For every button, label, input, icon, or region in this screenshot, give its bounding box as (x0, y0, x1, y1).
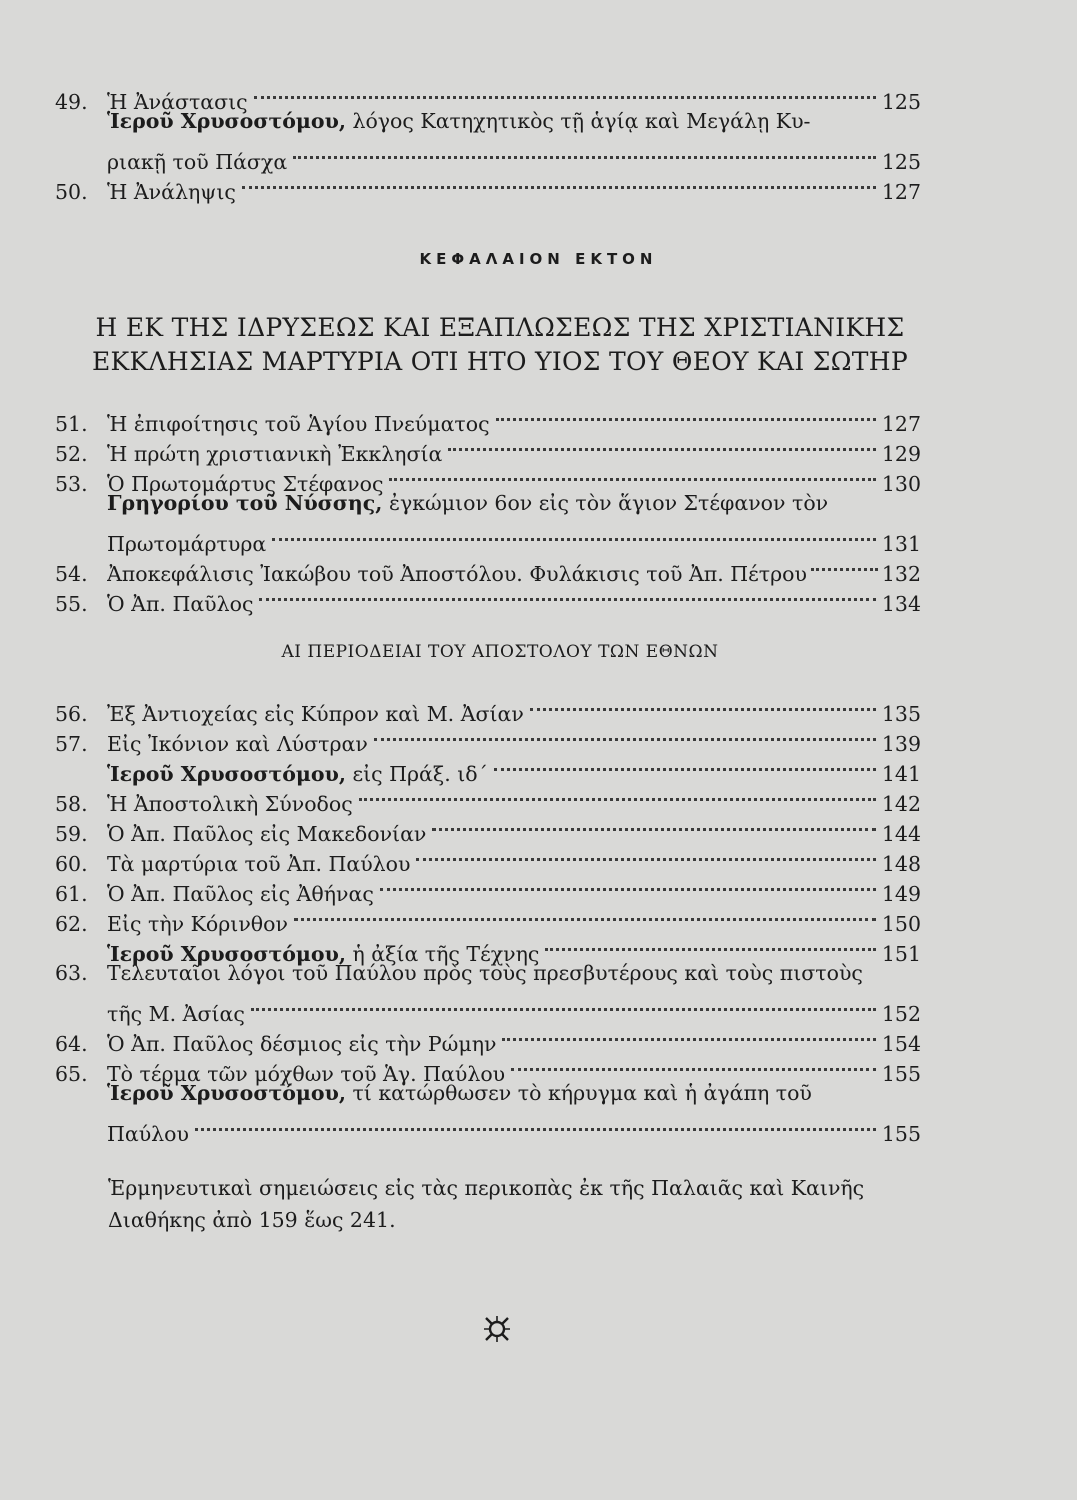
entry-number: 64. (55, 1032, 88, 1056)
leader-dots (242, 156, 876, 189)
entry-title: Ἡ πρώτη χριστιανικὴ Ἐκκλησία (107, 442, 443, 466)
footnote-line: Ἑρμηνευτικαὶ σημειώσεις εἰς τὰς περικοπὰς ἐκ τῆς Παλαιᾶς καὶ Καινῆς (108, 1176, 865, 1200)
leader-dots (811, 538, 878, 571)
entry-title: λόγος Κατηχητικὸς τῇ ἁγίᾳ καὶ Μεγάλῃ Κυ- (345, 109, 811, 133)
entry-page: 125 (881, 90, 921, 114)
leader-dots (380, 858, 876, 891)
footnote-line: Διαθήκης ἀπὸ 159 ἕως 241. (108, 1208, 396, 1232)
entry-page: 125 (881, 150, 921, 174)
entry-page: 134 (881, 592, 921, 616)
entry-number: 60. (55, 852, 88, 876)
entry-number: 59. (55, 822, 88, 846)
entry-title: Ἡ ἐπιφοίτησις τοῦ Ἁγίου Πνεύματος (107, 412, 490, 436)
entry-title: Ὁ Ἀπ. Παῦλος εἰς Μακεδονίαν (107, 822, 427, 846)
entry-title: Ὁ Ἀπ. Παῦλος δέσμιος εἰς τὴν Ρώμην (107, 1032, 497, 1056)
entry-title: ἐγκώμιον 6ον εἰς τὸν ἅγιον Στέφανον τὸν (382, 491, 829, 515)
entry-title: Ὁ Ἀπ. Παῦλος εἰς Ἀθήνας (107, 882, 374, 906)
ornament-icon (482, 1314, 512, 1344)
toc-entry-cont (55, 1108, 921, 1146)
entry-title: τί κατώρθωσεν τὸ κήρυγμα καὶ ἡ ἀγάπη τοῦ (345, 1081, 812, 1105)
entry-author: Ἱεροῦ Χρυσοστόμου, (107, 762, 346, 786)
entry-page: 155 (881, 1122, 921, 1146)
leader-dots (294, 888, 876, 921)
entry-author: Ἱεροῦ Χρυσοστόμου, (107, 942, 346, 966)
entry-number: 65. (55, 1062, 88, 1086)
entry-page: 149 (881, 882, 921, 906)
toc-entry (55, 76, 921, 114)
leader-dots (545, 918, 875, 951)
entry-title: Ἡ Ἀνάληψις (107, 180, 236, 204)
leader-dots (272, 508, 876, 541)
entry-title: Ὁ Ἀπ. Παῦλος (107, 592, 254, 616)
leader-dots (511, 1038, 876, 1071)
entry-page: 155 (881, 1062, 921, 1086)
entry-number: 57. (55, 732, 88, 756)
entry-page: 130 (881, 472, 921, 496)
entry-page: 144 (881, 822, 921, 846)
entry-title-cont: Πρωτομάρτυρα (107, 532, 267, 556)
entry-number: 52. (55, 442, 88, 466)
chapter-title-line: ΕΚΚΛΗΣΙΑΣ ΜΑΡΤΥΡΙΑ ΟΤΙ ΗΤΟ ΥΙΟΣ ΤΟΥ ΘΕΟΥ ΚΑΙ ΣΩΤΗΡ (91, 347, 908, 376)
chapter-label: ΚΕΦΑΛΑΙΟΝ ΕΚΤΟΝ (419, 250, 658, 268)
leader-dots (494, 738, 876, 771)
entry-number: 55. (55, 592, 88, 616)
leader-dots (432, 798, 875, 831)
leader-dots (254, 66, 876, 99)
entry-number: 58. (55, 792, 88, 816)
leader-dots (195, 1098, 876, 1131)
leader-dots (448, 418, 876, 451)
entry-page: 152 (881, 1002, 921, 1026)
entry-author: Ἱεροῦ Χρυσοστόμου, (107, 109, 346, 133)
entry-number: 54. (55, 562, 88, 586)
entry-page: 139 (881, 732, 921, 756)
entry-page: 141 (881, 762, 921, 786)
entry-number: 51. (55, 412, 88, 436)
entry-title: ἡ ἀξία τῆς Τέχνης (345, 942, 540, 966)
entry-title: Ἡ Ἀποστολικὴ Σύνοδος (107, 792, 353, 816)
leader-dots (416, 828, 875, 861)
entry-number: 50. (55, 180, 88, 204)
chapter-title (60, 311, 940, 379)
entry-title: Ὁ Πρωτομάρτυς Στέφανος (107, 472, 384, 496)
entry-title: Τὰ μαρτύρια τοῦ Ἀπ. Παύλου (107, 852, 411, 876)
entry-title: Τὸ τέρμα τῶν μόχθων τοῦ Ἁγ. Παύλου (107, 1062, 506, 1086)
entry-number: 56. (55, 702, 88, 726)
entry-page: 129 (881, 442, 921, 466)
entry-page: 127 (881, 412, 921, 436)
entry-title-cont: Παύλου (107, 1122, 189, 1146)
entry-author: Ἱεροῦ Χρυσοστόμου, (107, 1081, 346, 1105)
entry-number: 62. (55, 912, 88, 936)
entry-title: Τελευταῖοι λόγοι τοῦ Παύλου πρὸς τοὺς πρεσβυτέρους καὶ τοὺς πιστοὺς (107, 961, 863, 985)
entry-title-cont: τῆς Μ. Ἀσίας (107, 1002, 245, 1026)
entry-number: 61. (55, 882, 88, 906)
leader-dots (359, 768, 876, 801)
entry-page: 154 (881, 1032, 921, 1056)
entry-number: 63. (55, 961, 88, 985)
leader-dots (259, 568, 875, 601)
leader-dots (374, 708, 876, 741)
entry-number: 49. (55, 90, 88, 114)
entry-page: 142 (881, 792, 921, 816)
entry-title: εἰς Πράξ. ιδ΄ (345, 762, 488, 786)
entry-title: Ἀποκεφάλισις Ἰακώβου τοῦ Ἀποστόλου. Φυλάκισις τοῦ Ἀπ. Πέτρου (107, 562, 807, 586)
leader-dots (496, 388, 876, 421)
subheading: ΑΙ ΠΕΡΙΟΔΕΙΑΙ ΤΟΥ ΑΠΟΣΤΟΛΟΥ ΤΩΝ ΕΘΝΩΝ (281, 642, 719, 662)
toc-section-1 (55, 398, 921, 616)
entry-page: 131 (881, 532, 921, 556)
entry-page: 127 (881, 180, 921, 204)
leader-dots (530, 678, 876, 711)
entry-page: 135 (881, 702, 921, 726)
leader-dots (293, 126, 876, 159)
toc-top (55, 76, 921, 204)
entry-number: 53. (55, 472, 88, 496)
toc-entry-cont (55, 518, 921, 556)
footnote (108, 1172, 888, 1236)
leader-dots (502, 1008, 875, 1041)
leader-dots (389, 448, 875, 481)
entry-page: 132 (881, 562, 921, 586)
entry-author: Γρηγορίου τοῦ Νύσσης, (107, 491, 383, 515)
entry-title: Εἰς τὴν Κόρινθον (107, 912, 288, 936)
entry-title: Εἰς Ἰκόνιον καὶ Λύστραν (107, 732, 368, 756)
entry-page: 148 (881, 852, 921, 876)
entry-title: Ἐξ Ἀντιοχείας εἰς Κύπρον καὶ Μ. Ἀσίαν (107, 702, 524, 726)
toc-section-2 (55, 688, 921, 1146)
leader-dots (251, 978, 876, 1011)
entry-page: 151 (881, 942, 921, 966)
entry-page: 150 (881, 912, 921, 936)
chapter-title-line: Η ΕΚ ΤΗΣ ΙΔΡΥΣΕΩΣ ΚΑΙ ΕΞΑΠΛΩΣΕΩΣ ΤΗΣ ΧΡΙΣΤΙΑΝΙΚΗΣ (95, 313, 905, 342)
entry-title-cont: ριακῇ τοῦ Πάσχα (107, 150, 288, 174)
entry-title: Ἡ Ἀνάστασις (107, 90, 248, 114)
